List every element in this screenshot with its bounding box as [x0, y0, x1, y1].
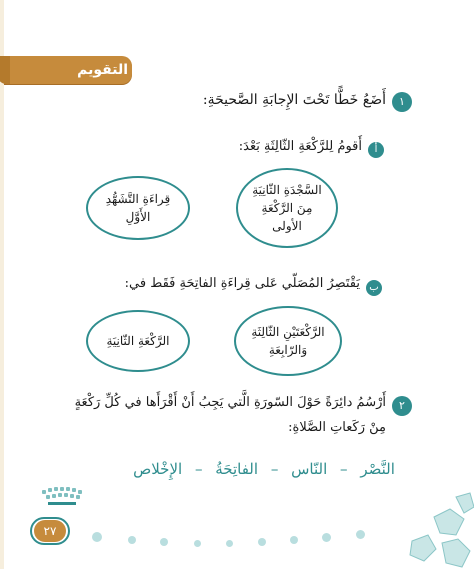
- option-1b-first[interactable]: [234, 306, 342, 376]
- page-edge: [0, 0, 4, 569]
- separator: –: [340, 460, 348, 478]
- decorative-dot: [290, 536, 298, 544]
- question-2-text-line1: أَرْسُمُ دائِرَةً حَوْلَ السّورَةِ الَّتي يَجِبُ أَنْ أَقْرَأَها في كُلِّ رَكْعَةٍ: [74, 395, 386, 410]
- surah-option[interactable]: النَّصْر: [360, 460, 395, 478]
- separator: –: [194, 460, 203, 478]
- page-number: ٢٧: [34, 520, 66, 542]
- surah-option[interactable]: الفاتِحَةُ: [215, 460, 259, 478]
- surah-list: [84, 460, 444, 478]
- decorative-dot: [322, 533, 331, 542]
- surah-option[interactable]: الإِخْلاص: [133, 460, 183, 478]
- geometric-ornament-icon: [394, 489, 474, 569]
- decorative-dot: [226, 540, 233, 547]
- question-2-text-line2: مِنْ رَكَعاتِ الصَّلاةِ:: [288, 420, 386, 435]
- option-1a-second[interactable]: [86, 176, 190, 240]
- option-1b-first-label: الرَّكْعَتَيْنِ الثّالِثَةِ وَالرّابِعَةِ: [251, 325, 325, 357]
- ministry-logo-icon: [40, 486, 84, 514]
- surah-option[interactable]: النّاس: [291, 460, 328, 478]
- decorative-dot: [128, 536, 136, 544]
- question-1b-marker: ب: [366, 280, 382, 296]
- decorative-dot: [194, 540, 201, 547]
- option-1b-second[interactable]: [86, 310, 190, 372]
- question-2-number: ٢: [392, 396, 412, 416]
- option-1a-first[interactable]: [236, 168, 338, 248]
- question-1-number: ١: [392, 92, 412, 112]
- option-1a-first-label: السَّجْدَةِ الثّانِيَةِ مِنَ الرَّكْعَةِ الأولى: [252, 183, 322, 233]
- question-1a-text: أَقومُ لِلرَّكْعَةِ الثّالِثَةِ بَعْدَ:: [238, 139, 362, 154]
- decorative-dot: [92, 532, 102, 542]
- option-1b-second-label: الرَّكْعَةِ الثّانِيَةِ: [106, 334, 170, 348]
- question-1-text: أَضَعُ خَطًّا تَحْتَ الإِجابَةِ الصَّحيحَةِ:: [202, 92, 386, 108]
- question-1a-marker: أ: [368, 142, 384, 158]
- decorative-dot: [258, 538, 266, 546]
- decorative-dot: [160, 538, 168, 546]
- separator: –: [270, 460, 279, 478]
- section-title: التقويم: [77, 62, 128, 78]
- option-1a-second-label: قِراءَةِ التَّشَهُّدِ الأَوَّلِ: [105, 192, 171, 224]
- decorative-dot: [356, 530, 365, 539]
- question-1b-text: يَقْتَصِرُ المُصَلّي عَلى قِراءَةِ الفاتِحَةِ فَقَط في:: [124, 276, 360, 291]
